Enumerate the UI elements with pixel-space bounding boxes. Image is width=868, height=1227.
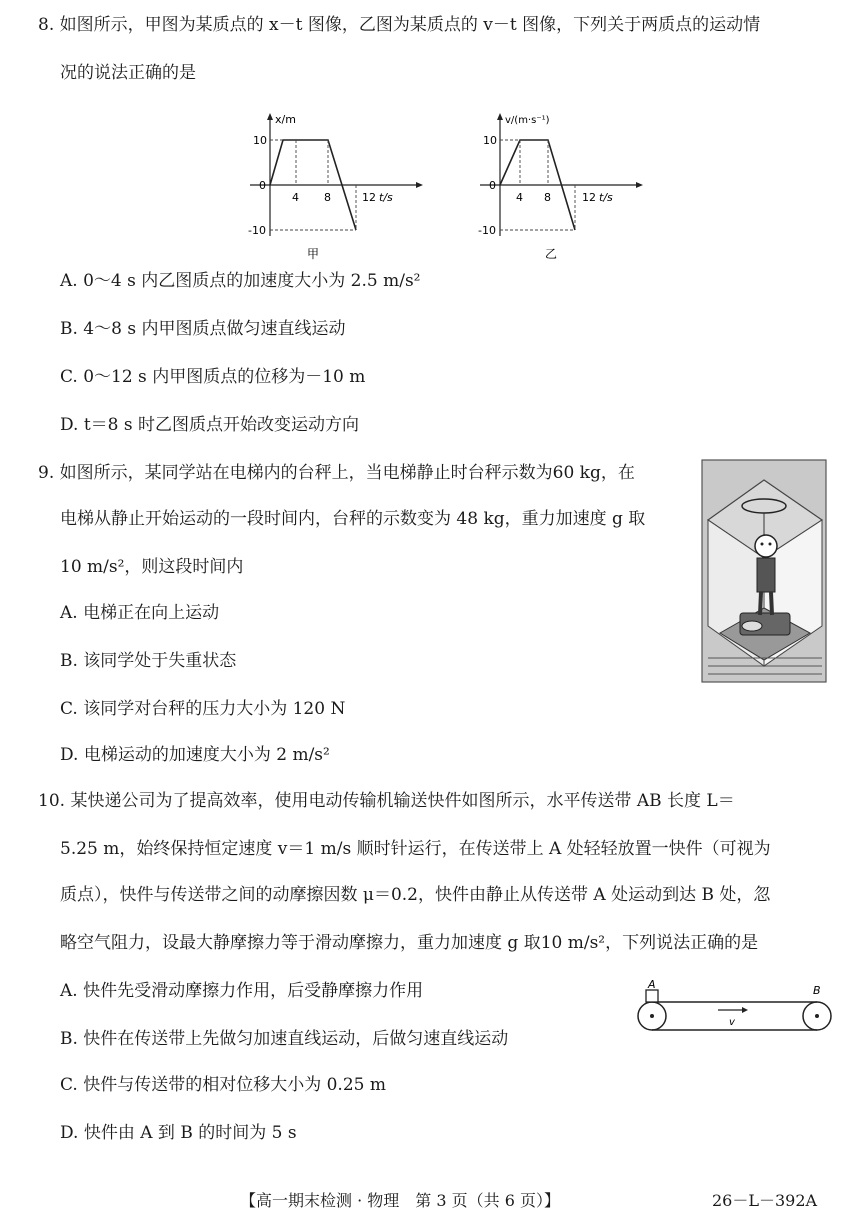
- q9-option-d[interactable]: D. 电梯运动的加速度大小为 2 m/s²: [60, 745, 330, 765]
- yi-tick-0: 0: [489, 179, 496, 192]
- label-a: A: [648, 980, 656, 991]
- jia-tick-8: 8: [324, 191, 331, 204]
- q8-option-a[interactable]: A. 0～4 s 内乙图质点的加速度大小为 2.5 m/s²: [60, 271, 421, 291]
- conveyor-belt-diagram: [632, 980, 837, 1042]
- yi-tick-neg10: -10: [478, 224, 496, 237]
- label-v: v: [729, 1017, 735, 1028]
- q10-stem-line3: 质点），快件与传送带之间的动摩擦因数 μ＝0.2，快件由静止从传送带 A 处运动到达 B 处，忽: [60, 885, 771, 905]
- q8-stem-line1: 8. 如图所示，甲图为某质点的 x－t 图像，乙图为某质点的 v－t 图像，下列关于两质点的运动情: [38, 15, 761, 35]
- q10-option-b[interactable]: B. 快件在传送带上先做匀加速直线运动，后做匀速直线运动: [60, 1029, 509, 1049]
- q8-option-d[interactable]: D. t＝8 s 时乙图质点开始改变运动方向: [60, 415, 360, 435]
- q9-option-a[interactable]: A. 电梯正在向上运动: [60, 603, 220, 623]
- q8-option-c[interactable]: C. 0～12 s 内甲图质点的位移为－10 m: [60, 367, 366, 387]
- footer-page-info: 【高一期末检测 · 物理 第 3 页（共 6 页）】: [240, 1191, 560, 1210]
- package-box: [646, 990, 658, 1002]
- q10-stem-line1: 10. 某快递公司为了提高效率，使用电动传输机输送快件如图所示，水平传送带 AB 长度 L＝: [38, 791, 735, 811]
- q9-stem-line3: 10 m/s²，则这段时间内: [60, 557, 244, 577]
- q9-option-b[interactable]: B. 该同学处于失重状态: [60, 651, 237, 671]
- jia-x-label: t/s: [379, 191, 393, 204]
- label-b: B: [813, 984, 821, 997]
- q9-option-c[interactable]: C. 该同学对台秤的压力大小为 120 N: [60, 699, 346, 719]
- q10-stem-line4: 略空气阻力，设最大静摩擦力等于滑动摩擦力，重力加速度 g 取10 m/s²，下列说法正确的是: [60, 933, 759, 953]
- jia-tick-10: 10: [253, 134, 267, 147]
- elevator-illustration: [700, 458, 830, 686]
- q10-stem-line2: 5.25 m，始终保持恒定速度 v＝1 m/s 顺时针运行，在传送带上 A 处轻轻放置一快件（可视为: [60, 839, 771, 859]
- q8-stem-line2: 况的说法正确的是: [60, 63, 196, 83]
- yi-x-label: t/s: [599, 191, 613, 204]
- q10-option-c[interactable]: C. 快件与传送带的相对位移大小为 0.25 m: [60, 1075, 386, 1095]
- jia-tick-12: 12: [362, 191, 376, 204]
- yi-tick-4: 4: [516, 191, 523, 204]
- q10-option-a[interactable]: A. 快件先受滑动摩擦力作用，后受静摩擦力作用: [60, 981, 424, 1001]
- yi-y-label: v/(m·s⁻¹): [505, 115, 550, 126]
- q8-graph-jia: [245, 108, 445, 263]
- jia-caption: 甲: [307, 247, 320, 261]
- yi-caption: 乙: [545, 247, 558, 261]
- yi-tick-12: 12: [582, 191, 596, 204]
- q9-stem-line2: 电梯从静止开始运动的一段时间内，台秤的示数变为 48 kg，重力加速度 g 取: [60, 509, 646, 529]
- jia-tick-4: 4: [292, 191, 299, 204]
- jia-tick-neg10: -10: [248, 224, 266, 237]
- jia-tick-0: 0: [259, 179, 266, 192]
- q8-graph-yi: [465, 108, 665, 263]
- yi-tick-10: 10: [483, 134, 497, 147]
- q9-stem-line1: 9. 如图所示，某同学站在电梯内的台秤上，当电梯静止时台秤示数为60 kg，在: [38, 463, 635, 483]
- yi-tick-8: 8: [544, 191, 551, 204]
- q8-option-b[interactable]: B. 4～8 s 内甲图质点做匀速直线运动: [60, 319, 346, 339]
- jia-y-label: x/m: [275, 113, 296, 126]
- footer-code: 26－L－392A: [712, 1191, 818, 1210]
- q10-option-d[interactable]: D. 快件由 A 到 B 的时间为 5 s: [60, 1123, 297, 1143]
